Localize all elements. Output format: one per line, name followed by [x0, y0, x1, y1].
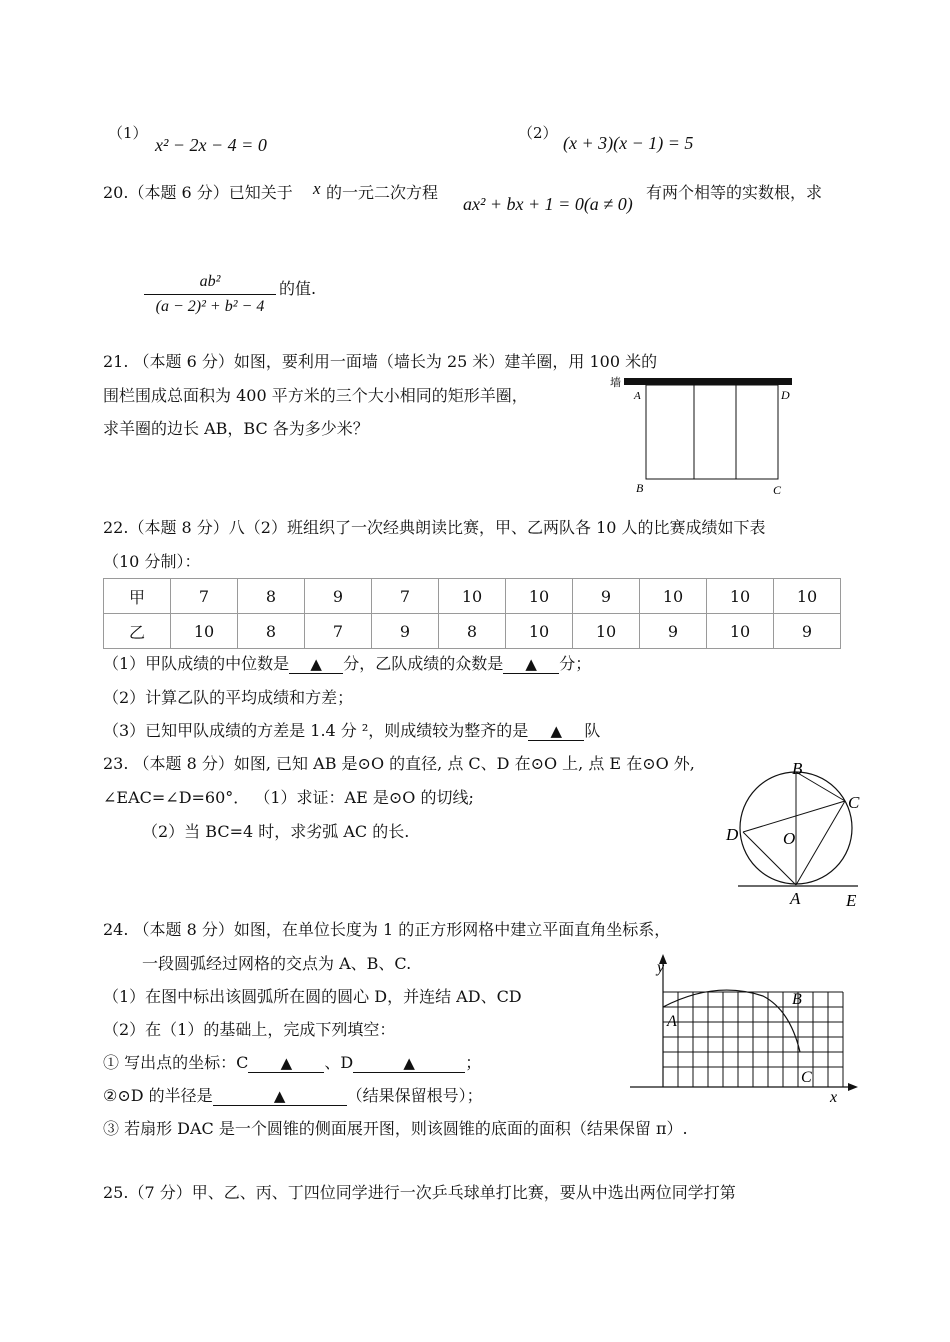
- q21-line1: 21. （本题 6 分）如图，要利用一面墙（墙长为 25 米）建羊圈，用 100 米的: [103, 352, 658, 371]
- answer-blank[interactable]: ▲: [528, 722, 584, 741]
- point-a-label: A: [667, 1013, 677, 1030]
- point-c-label: C: [801, 1069, 812, 1086]
- q22-part1-text-a: （1）甲队成绩的中位数是: [103, 654, 290, 673]
- score-cell: 10: [171, 614, 238, 649]
- q19-part1-equation: x² − 2x − 4 = 0: [155, 135, 267, 155]
- q24-line4: （2）在（1）的基础上，完成下列填空：: [103, 1020, 396, 1039]
- point-a-label: A: [790, 889, 801, 908]
- q22-part1: [103, 651, 591, 674]
- q22-score-table: [103, 578, 841, 649]
- q24-item2-text-b: （结果保留根号）；: [346, 1086, 483, 1105]
- q22-part3-text-b: 队: [584, 721, 601, 740]
- q20-equation: ax² + bx + 1 = 0(a ≠ 0): [463, 194, 633, 214]
- point-c-label: C: [848, 793, 860, 812]
- answer-blank[interactable]: ▲: [248, 1054, 324, 1073]
- q20-fraction: [144, 270, 276, 319]
- answer-blank[interactable]: ▲: [289, 655, 343, 674]
- q24-item1-text-a: ① 写出点的坐标：C: [103, 1053, 249, 1072]
- q21-line2: 围栏围成总面积为 400 平方米的三个大小相同的矩形羊圈，: [103, 386, 528, 405]
- q21-line3: 求羊圈的边长 AB，BC 各为多少米？: [103, 419, 369, 438]
- q19-part1-label: （1）: [108, 124, 148, 142]
- team-cell: 甲: [104, 579, 171, 614]
- score-cell: 9: [573, 579, 640, 614]
- q23-line3: （2）当 BC=4 时，求劣弧 AC 的长.: [142, 822, 410, 841]
- score-cell: 7: [372, 579, 439, 614]
- q20-var-x: x: [313, 179, 321, 198]
- q24-item2: [103, 1083, 483, 1106]
- y-axis-label: y: [657, 959, 665, 976]
- wall-label: 墙: [610, 377, 621, 389]
- q20-fraction-numerator: ab²: [199, 273, 221, 290]
- q24-figure: [625, 950, 860, 1105]
- q20-text-b: 的一元二次方程: [326, 183, 439, 202]
- q22-part3: [103, 718, 600, 741]
- pen-outline: [646, 385, 778, 479]
- point-d-label: D: [726, 825, 739, 844]
- score-cell: 8: [439, 614, 506, 649]
- q19-part2-equation: (x + 3)(x − 1) = 5: [563, 133, 694, 153]
- score-cell: 9: [640, 614, 707, 649]
- q19-part2-label: （2）: [518, 124, 558, 142]
- q24-item3: ③ 若扇形 DAC 是一个圆锥的侧面展开图，则该圆锥的底面的面积（结果保留 π）.: [103, 1119, 688, 1138]
- score-cell: 8: [238, 614, 305, 649]
- q22-line2: （10 分制）：: [103, 552, 201, 571]
- q24-line1: 24. （本题 8 分）如图，在单位长度为 1 的正方形网格中建立平面直角坐标系，: [103, 920, 671, 939]
- q22-part1-text-b: 分，乙队成绩的众数是: [343, 654, 504, 673]
- point-b-label: B: [636, 481, 644, 495]
- score-cell: 7: [171, 579, 238, 614]
- q24-item1-text-c: ；: [465, 1053, 482, 1072]
- q24-item2-text-a: ②⊙D 的半径是: [103, 1086, 213, 1105]
- arc-abc: [663, 990, 800, 1052]
- score-cell: 9: [372, 614, 439, 649]
- table-row-jia: [104, 579, 841, 614]
- grid: [663, 992, 843, 1087]
- q22-part1-text-c: 分；: [559, 654, 592, 673]
- score-cell: 7: [305, 614, 372, 649]
- score-cell: 9: [305, 579, 372, 614]
- score-cell: 10: [707, 614, 774, 649]
- score-cell: 10: [573, 614, 640, 649]
- q20-text-a: 20.（本题 6 分）已知关于: [103, 183, 293, 202]
- x-axis-arrow: [848, 1083, 858, 1091]
- point-o-label: O: [783, 829, 796, 848]
- q24-item1: [103, 1050, 481, 1073]
- score-cell: 10: [506, 579, 573, 614]
- answer-blank[interactable]: ▲: [213, 1087, 347, 1106]
- q23-line2: ∠EAC=∠D=60°． （1）求证：AE 是⊙O 的切线;: [103, 788, 474, 807]
- score-cell: 10: [439, 579, 506, 614]
- q24-item1-text-b: 、D: [324, 1053, 354, 1072]
- q23-figure: [720, 758, 870, 908]
- score-cell: 8: [238, 579, 305, 614]
- score-cell: 10: [506, 614, 573, 649]
- score-cell: 10: [774, 579, 841, 614]
- point-a-label: A: [634, 390, 641, 402]
- point-c-label: C: [773, 483, 782, 497]
- q20-text-c: 有两个相等的实数根，求: [646, 183, 823, 202]
- q22-line1: 22.（本题 8 分）八（2）班组织了一次经典朗读比赛，甲、乙两队各 10 人的比赛成绩如下表: [103, 518, 766, 537]
- score-cell: 10: [707, 579, 774, 614]
- score-cell: 10: [640, 579, 707, 614]
- wall-bar: [624, 378, 792, 385]
- point-b-label: B: [792, 759, 803, 778]
- q21-figure: [610, 372, 800, 502]
- score-cell: 9: [774, 614, 841, 649]
- x-axis-label: x: [830, 1089, 838, 1106]
- q20-fraction-denominator: (a − 2)² + b² − 4: [155, 298, 265, 315]
- point-b-label: B: [792, 991, 802, 1008]
- q25-line1: 25.（7 分）甲、乙、丙、丁四位同学进行一次乒乓球单打比赛，要从中选出两位同学打第: [103, 1183, 736, 1202]
- q23-line1: 23. （本题 8 分）如图, 已知 AB 是⊙O 的直径, 点 C、D 在⊙O 上, 点 E 在⊙O 外,: [103, 754, 695, 773]
- q20-suffix: 的值.: [279, 279, 317, 298]
- point-d-label: D: [781, 388, 790, 402]
- q24-line2: 一段圆弧经过网格的交点为 A、B、C.: [142, 954, 412, 973]
- answer-blank[interactable]: ▲: [353, 1054, 465, 1073]
- q22-part3-text-a: （3）已知甲队成绩的方差是 1.4 分 ²，则成绩较为整齐的是: [103, 721, 529, 740]
- q24-line3: （1）在图中标出该圆弧所在圆的圆心 D，并连结 AD、CD: [103, 987, 522, 1006]
- q22-part2: （2）计算乙队的平均成绩和方差；: [103, 688, 354, 707]
- point-e-label: E: [846, 891, 857, 910]
- chord-bc: [796, 772, 845, 801]
- team-cell: 乙: [104, 614, 171, 649]
- answer-blank[interactable]: ▲: [503, 655, 559, 674]
- table-row-yi: [104, 614, 841, 649]
